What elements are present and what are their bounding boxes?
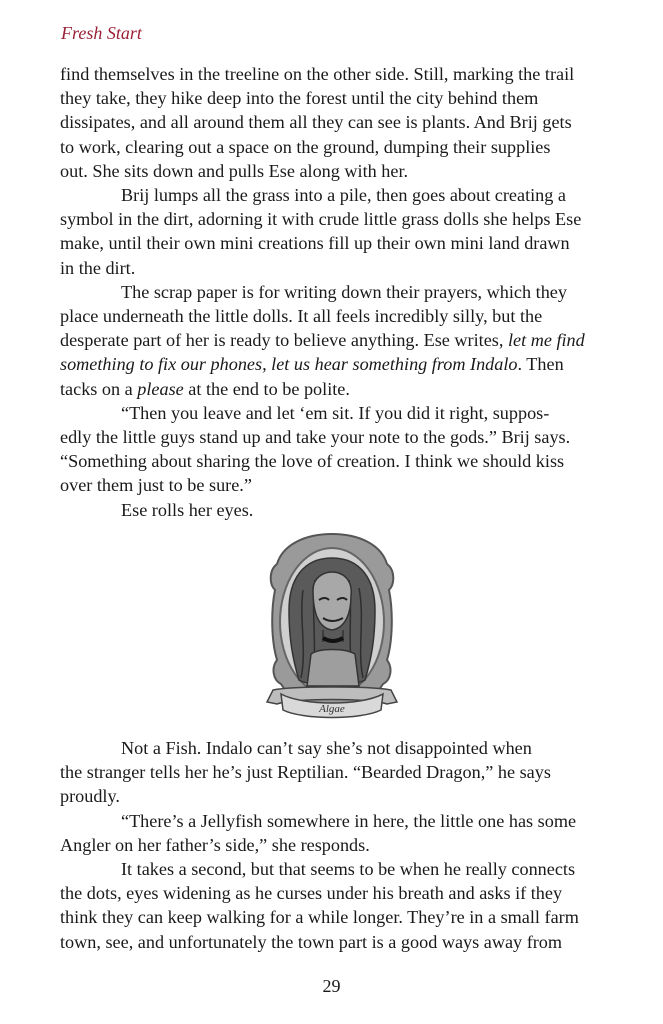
paragraph: It takes a second, but that seems to be when he really connects the dots, eyes widening as he curses under his breath and asks if they think they can keep walking for a while longer. They’re in a small farm town, see, and unfortunately the town part is a good ways away from [60, 859, 579, 952]
paragraph-text: at the end to be polite. [183, 378, 350, 399]
paragraph: Not a Fish. Indalo can’t say she’s not disappointed when the stranger tells her he’s just Reptilian. “Bearded Dragon,” he says proudly. [60, 738, 551, 807]
paragraph-text: . Then tacks on a [60, 354, 564, 399]
paragraph: “There’s a Jellyfish somewhere in here, the little one has some Angler on her father’s side,” she responds. [60, 810, 577, 855]
running-header: Fresh Start [61, 23, 142, 43]
paragraph: Ese rolls her eyes. [121, 499, 254, 520]
body-text-top [60, 62, 605, 522]
portrait-banner-label: Algae [319, 703, 345, 715]
italic-prayer-text: let me find something to fix our phones, let us hear something from Indalo [60, 330, 585, 375]
paragraph [60, 280, 605, 401]
page-number: 29 [322, 976, 341, 996]
paragraph: “Then you leave and let ‘em sit. If you did it right, suppos- edly the little guys stand up and take your note to the gods.” Brij says. “Something about sharing the love of creation. I think we should kiss over them just to be sure.” [60, 402, 571, 496]
character-portrait-illustration [263, 530, 401, 722]
paragraph: find themselves in the treeline on the other side. Still, marking the trail they take, they hike deep into the forest until the city behind them dissipates, and all around them all they can see is plants. And Brij gets to work, clearing out a space on the ground, dumping their supplies out. She sits down and pulls Ese along with her. [60, 64, 575, 181]
paragraph: Brij lumps all the grass into a pile, then goes about creating a symbol in the dirt, adorning it with crude little grass dolls she helps Ese make, until their own mini creations fill up their own mini land drawn in the dirt. [60, 185, 582, 278]
italic-please: please [137, 378, 184, 399]
paragraph-text: The scrap paper is for writing down their prayers, which they place underneath the little dolls. It all feels incredibly silly, but the desperate part of her is ready to believe anything. Ese writes, [60, 281, 567, 351]
body-text-bottom [60, 736, 605, 954]
